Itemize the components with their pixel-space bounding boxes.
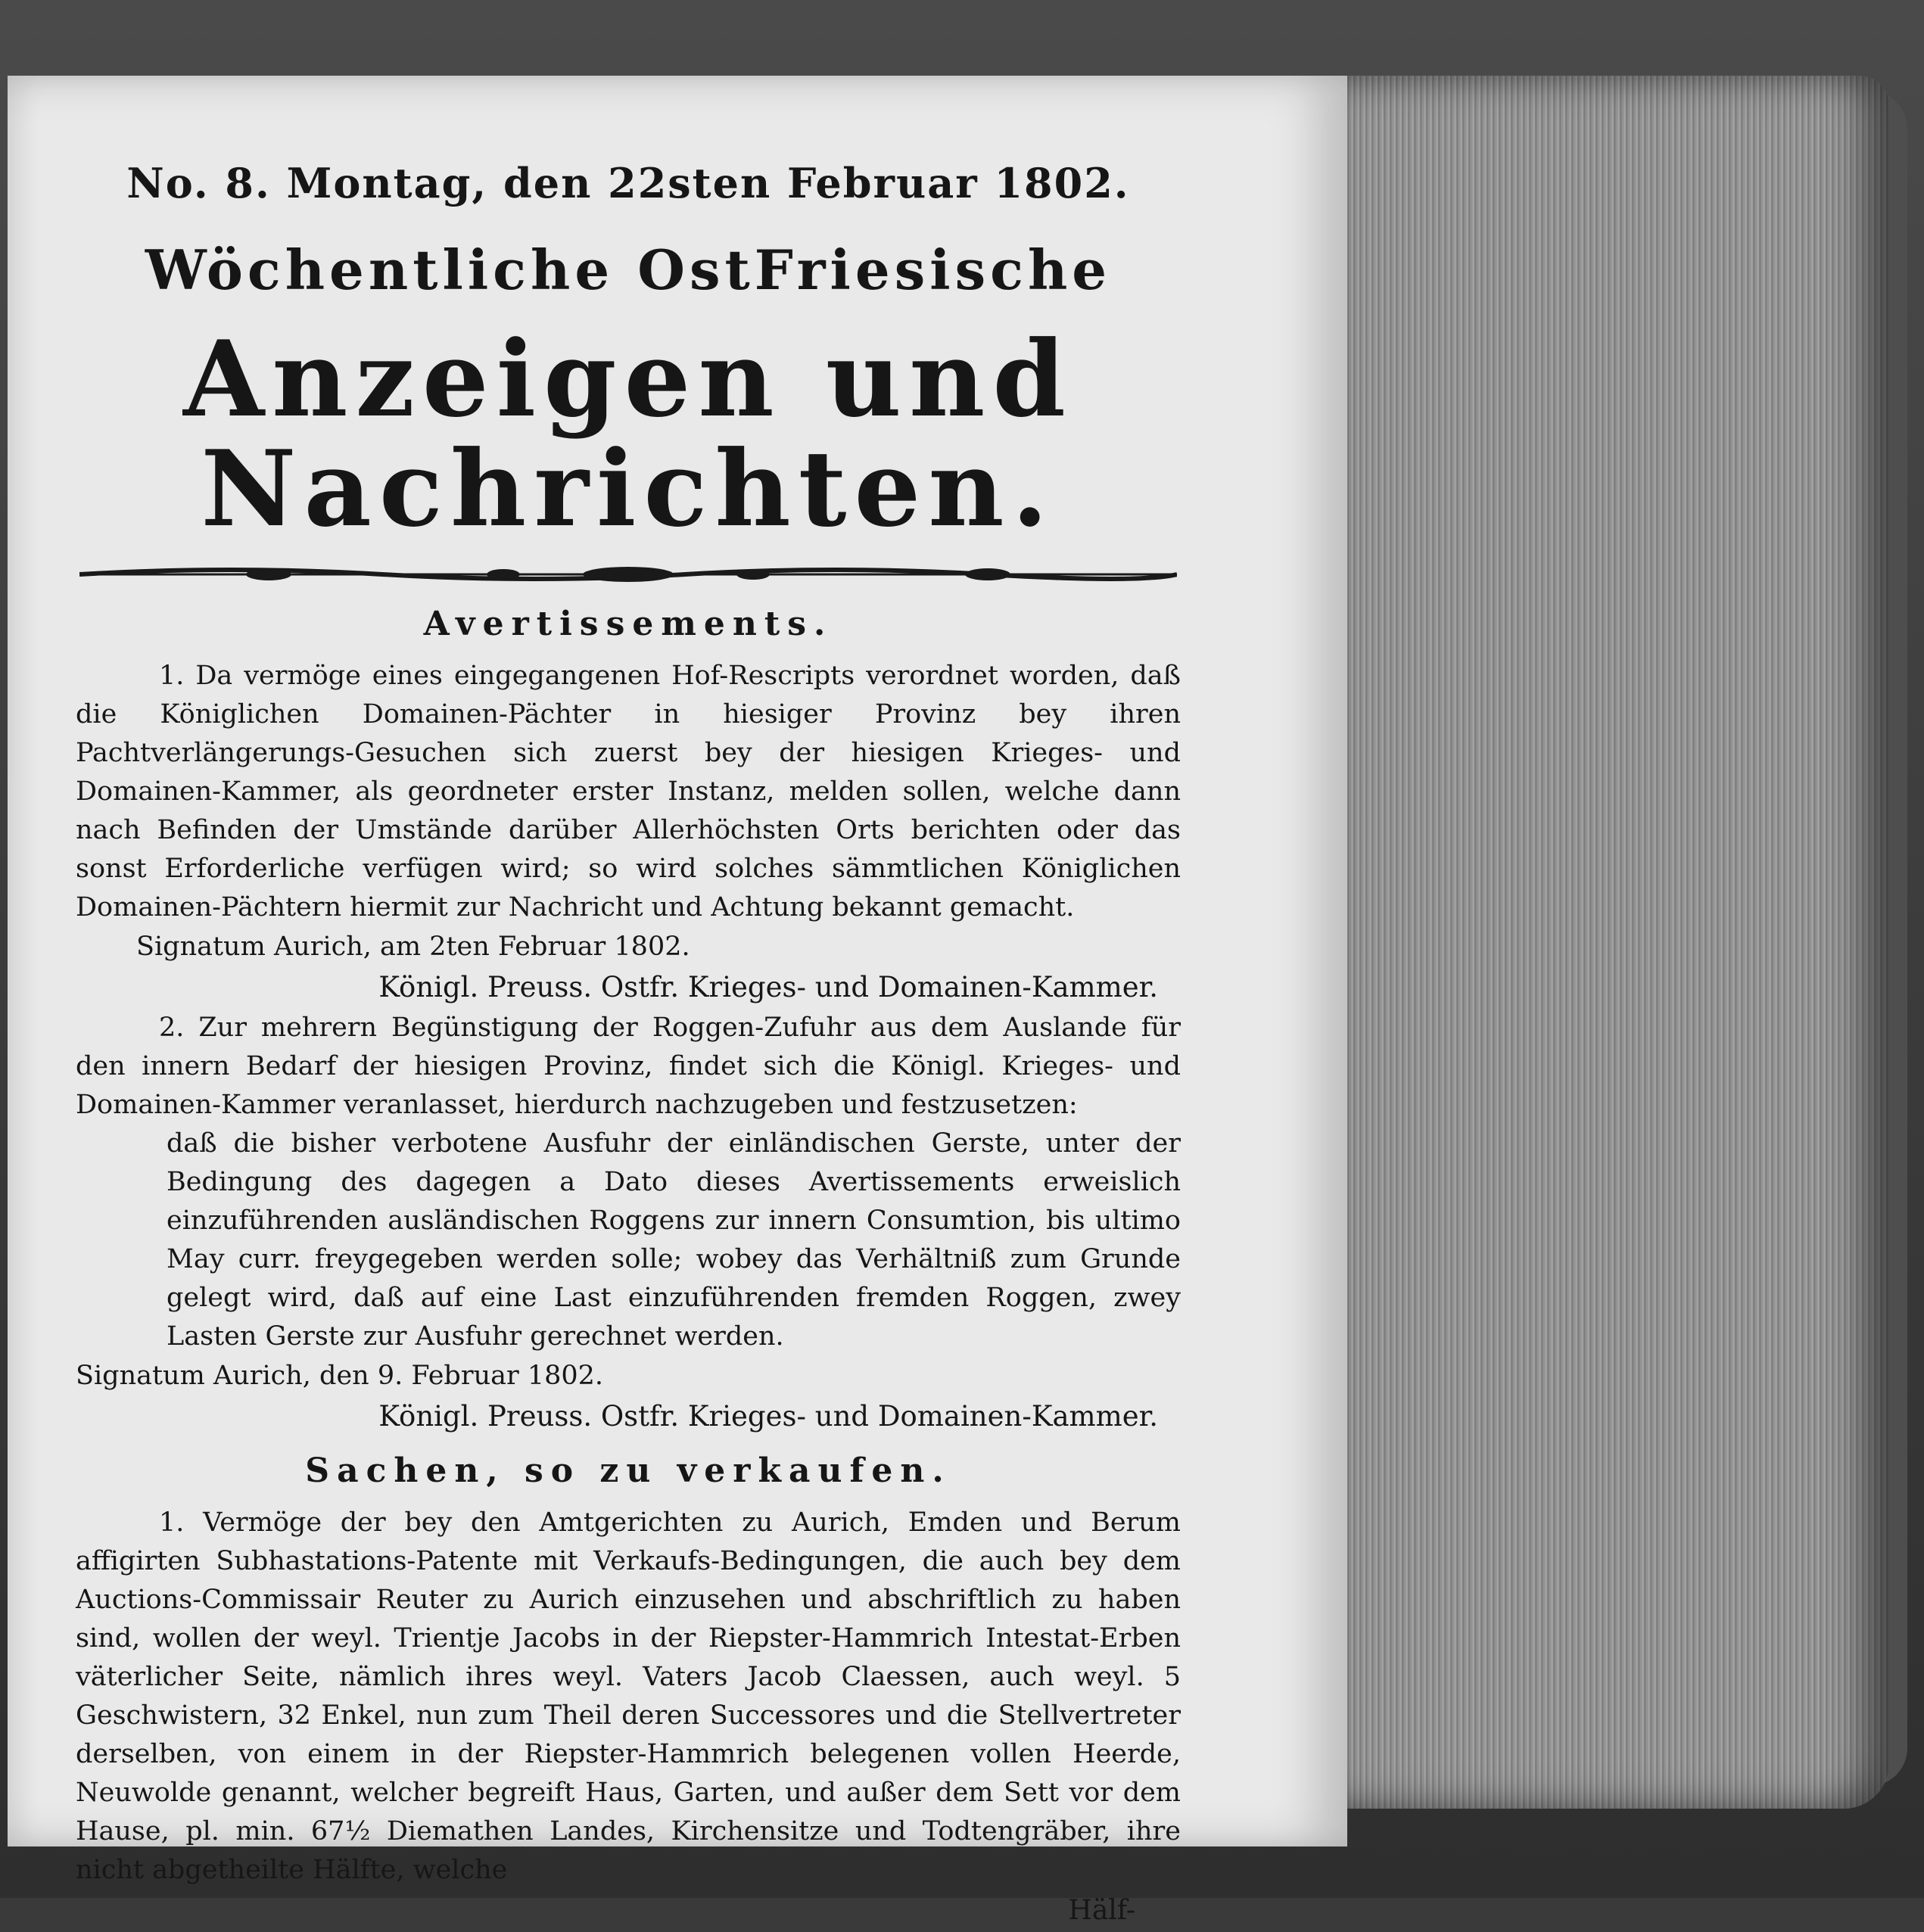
issue-line: No. 8. Montag, den 22sten Februar 1802. (126, 159, 1130, 207)
newspaper-page (8, 76, 1347, 1926)
ornamental-rule (79, 559, 1177, 590)
section-title-avertissements: Avertissements. (423, 604, 833, 643)
sale-1-text: 1. Vermöge der bey den Amtgerichten zu Aurich, Emden und Berum affigirten Subhastations-Patente mit Verkaufs-Bedingungen, die auch bey dem Auctions-Commissair Reuter zu Aurich einzusehen und abschriftlich zu haben sind, wollen der weyl. Trientje Jacobs in der Riepster-Hammrich Intestat-Erben väterlicher Seite, nämlich ihres weyl. Vaters Jacob Claessen, auch weyl. 5 Geschwistern, 32 Enkel, nun zum Theil deren Successores und die Stellvertreter derselben, von einem in der Riepster-Hammrich belegenen vollen Heerde, Neuwolde genannt, welcher begreift Haus, Garten, und außer dem Sett vor dem Hause, pl. min. 67½ Diemathen Landes, Kirchensitze und Todtengräber, ihre nicht abgetheilte Hälfte, welche (76, 1507, 1181, 1885)
notice-2-intro: 2. Zur mehrern Begünstigung der Roggen-Zufuhr aus dem Auslande für den innern Bedarf der hiesigen Provinz, findet sich die Königl. Krieges- und Domainen-Kammer veranlasset, hierdurch nachzugeben und festzusetzen: (76, 1012, 1181, 1120)
notice-2-signatum: Signatum Aurich, den 9. Februar 1802. (76, 1360, 604, 1391)
masthead-line-1: Wöchentliche OstFriesische (145, 238, 1112, 302)
notice-2-quoted: daß die bisher verbotene Ausfuhr der einländischen Gerste, unter der Bedingung des dagegen a Dato dieses Avertissements erweislich einzuführenden ausländischen Roggens zur innern Consumtion, bis ultimo May curr. freygegeben werden solle; wobey das Verhältniß zum Grunde gelegt wird, daß auf eine Last einzuführenden fremden Roggen, zwey Lasten Gerste zur Ausfuhr gerechnet werden. (167, 1128, 1181, 1352)
page-content (76, 159, 1181, 1932)
catchword: Hälf- (1068, 1894, 1135, 1926)
notice-1-authority: Königl. Preuss. Ostfr. Krieges- und Domainen-Kammer. (378, 970, 1158, 1003)
notice-1-signatum: Signatum Aurich, am 2ten Februar 1802. (136, 931, 690, 962)
masthead-line-2: Anzeigen und Nachrichten. (183, 317, 1073, 550)
notice-1-text: 1. Da vermöge eines eingegangenen Hof-Rescripts verordnet worden, daß die Königlichen Domainen-Pächter in hiesiger Provinz bey ihren Pachtverlängerungs-Gesuchen sich zuerst bey der hiesigen Krieges- und Domainen-Kammer, als geordneter erster Instanz, melden sollen, welche dann nach Befinden der Umstände darüber Allerhöchsten Orts berichten oder das sonst Erforderliche verfügen wird; so wird solches sämmtlichen Königlichen Domainen-Pächtern hiermit zur Nachricht und Achtung bekannt gemacht. (76, 660, 1181, 922)
section-title-sachen: Sachen, so zu verkaufen. (305, 1451, 951, 1490)
book-page-edges (1340, 76, 1889, 1809)
notice-2-authority: Königl. Preuss. Ostfr. Krieges- und Domainen-Kammer. (378, 1399, 1158, 1433)
